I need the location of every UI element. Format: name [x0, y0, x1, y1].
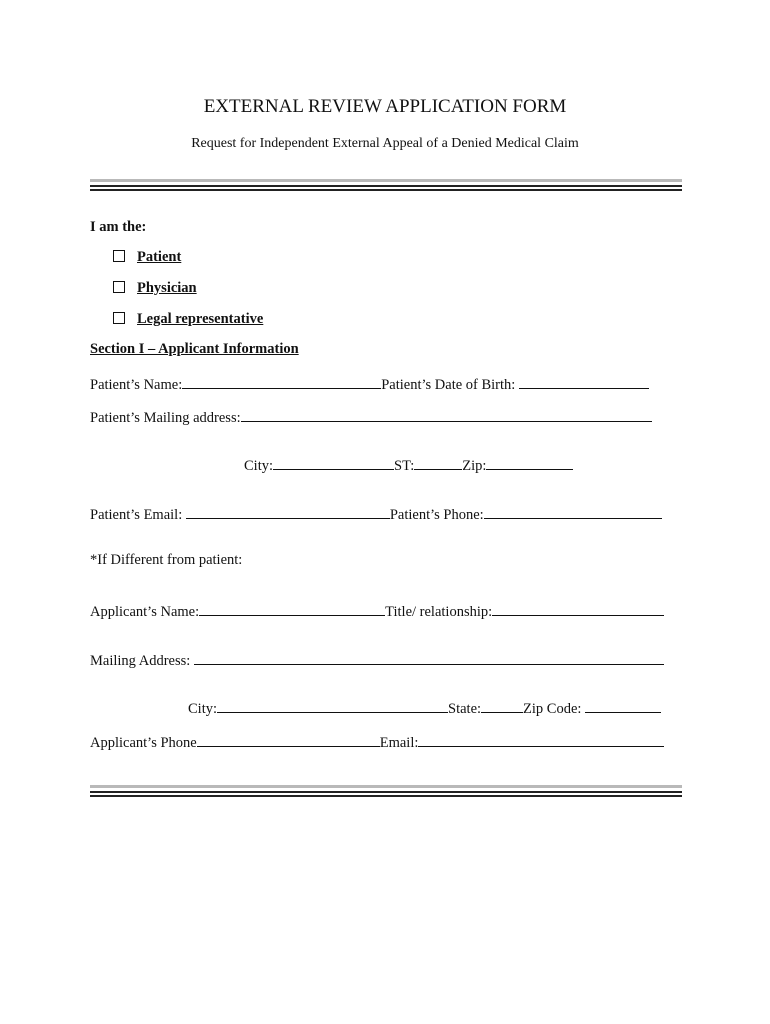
st-label: ST: — [394, 458, 415, 474]
applicant-name-row — [90, 601, 664, 621]
mailing-address-field[interactable] — [194, 650, 664, 665]
city-field-2[interactable] — [217, 698, 448, 713]
applicant-contact-row — [90, 732, 664, 752]
state-label: State: — [448, 701, 482, 717]
applicant-phone-field[interactable] — [197, 732, 380, 747]
title-relationship-label: Title/ relationship: — [385, 604, 493, 620]
option-patient[interactable]: Patient — [113, 249, 181, 266]
form-subtitle: Request for Independent External Appeal of a Denied Medical Claim — [191, 136, 579, 151]
city-label-2: City: — [188, 701, 218, 717]
section-heading: Section I – Applicant Information — [90, 341, 299, 357]
zip-field[interactable] — [486, 455, 573, 470]
option-physician[interactable]: Physician — [113, 280, 197, 297]
applicant-city-row — [188, 698, 661, 718]
city-field[interactable] — [273, 455, 394, 470]
city-label: City: — [244, 458, 274, 474]
patient-name-label: Patient’s Name: — [90, 377, 183, 393]
patient-email-field[interactable] — [186, 504, 390, 519]
patient-mailing-field[interactable] — [241, 407, 652, 422]
patient-mailing-row — [90, 407, 652, 427]
checkbox[interactable] — [113, 250, 125, 262]
applicant-name-field[interactable] — [199, 601, 385, 616]
st-field[interactable] — [414, 455, 462, 470]
email-label: Email: — [379, 735, 419, 751]
patient-dob-field[interactable] — [519, 374, 649, 389]
patient-phone-field[interactable] — [484, 504, 662, 519]
title-relationship-field[interactable] — [492, 601, 664, 616]
patient-contact-row — [90, 504, 662, 524]
top-divider — [90, 179, 682, 191]
patient-mailing-label: Patient’s Mailing address: — [90, 410, 241, 426]
i-am-label: I am the: — [90, 219, 147, 235]
bottom-divider — [90, 785, 682, 797]
email-field[interactable] — [418, 732, 664, 747]
patient-phone-label: Patient’s Phone: — [389, 507, 484, 523]
state-field[interactable] — [481, 698, 523, 713]
applicant-phone-label: Applicant’s Phone — [90, 735, 197, 751]
option-legal-representative[interactable]: Legal representative — [113, 311, 263, 328]
patient-name-row — [90, 374, 649, 394]
zip-code-label: Zip Code: — [523, 701, 582, 717]
zip-code-field[interactable] — [585, 698, 661, 713]
patient-city-row — [244, 455, 573, 475]
zip-label: Zip: — [462, 458, 487, 474]
checkbox[interactable] — [113, 281, 125, 293]
form-title: EXTERNAL REVIEW APPLICATION FORM — [203, 96, 567, 117]
mailing-address-row — [90, 650, 664, 670]
patient-name-field[interactable] — [182, 374, 381, 389]
mailing-address-label: Mailing Address: — [90, 653, 191, 669]
patient-email-label: Patient’s Email: — [90, 507, 183, 523]
if-different-note: *If Different from patient: — [90, 552, 243, 568]
checkbox[interactable] — [113, 312, 125, 324]
patient-dob-label: Patient’s Date of Birth: — [381, 377, 516, 393]
applicant-name-label: Applicant’s Name: — [90, 604, 200, 620]
